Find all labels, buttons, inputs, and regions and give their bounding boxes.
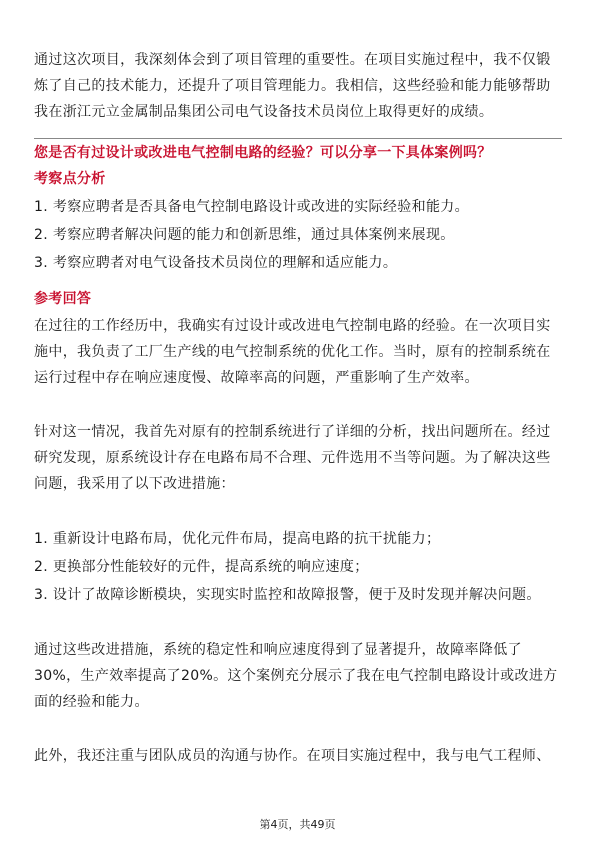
analysis-item: 3. 考察应聘者对电气设备技术员岗位的理解和适应能力。 bbox=[34, 255, 398, 271]
page-content bbox=[34, 47, 562, 769]
measure-item: 2. 更换部分性能较好的元件，提高系统的响应速度； bbox=[34, 559, 369, 575]
analysis-item: 1. 考察应聘者是否具备电气控制电路设计或改进的实际经验和能力。 bbox=[34, 199, 470, 215]
analysis-title: 考察点分析 bbox=[34, 171, 106, 187]
page-number: 第4页，共49页 bbox=[259, 818, 336, 831]
answer-title: 参考回答 bbox=[34, 291, 92, 307]
intro-paragraph: 通过这次项目，我深刻体会到了项目管理的重要性。在项目实施过程中，我不仅锻炼了自己的技术能力，还提升了项目管理能力。我相信，这些经验和能力能够帮助我在浙江元立金属制品集团公司电气设备技术员岗位上取得更好的成绩。 bbox=[34, 52, 551, 120]
analysis-item: 2. 考察应聘者解决问题的能力和创新思维，通过具体案例来展现。 bbox=[34, 227, 455, 243]
answer-paragraph-3: 通过这些改进措施，系统的稳定性和响应速度得到了显著提升，故障率降低了30%，生产效率提高了20%。这个案例充分展示了我在电气控制电路设计或改进方面的经验和能力。 bbox=[34, 642, 558, 710]
answer-paragraph-1: 在过往的工作经历中，我确实有过设计或改进电气控制电路的经验。在一次项目实施中，我负责了工厂生产线的电气控制系统的优化工作。当时，原有的控制系统在运行过程中存在响应速度慢、故障率高的问题，严重影响了生产效率。 bbox=[34, 318, 551, 386]
measure-item: 1. 重新设计电路布局，优化元件布局，提高电路的抗干扰能力； bbox=[34, 531, 441, 547]
answer-paragraph-4: 此外，我还注重与团队成员的沟通与协作。在项目实施过程中，我与电气工程师、 bbox=[34, 748, 551, 764]
interview-question: 您是否有过设计或改进电气控制电路的经验？可以分享一下具体案例吗？ bbox=[34, 145, 492, 161]
measures-list bbox=[34, 525, 562, 609]
measure-item: 3. 设计了故障诊断模块，实现实时监控和故障报警，便于及时发现并解决问题。 bbox=[34, 587, 541, 603]
answer-paragraph-2: 针对这一情况，我首先对原有的控制系统进行了详细的分析，找出问题所在。经过研究发现，原系统设计存在电路布局不合理、元件选用不当等问题。为了解决这些问题，我采用了以下改进措施： bbox=[34, 424, 551, 492]
analysis-list bbox=[34, 193, 562, 277]
section-divider bbox=[34, 138, 562, 139]
